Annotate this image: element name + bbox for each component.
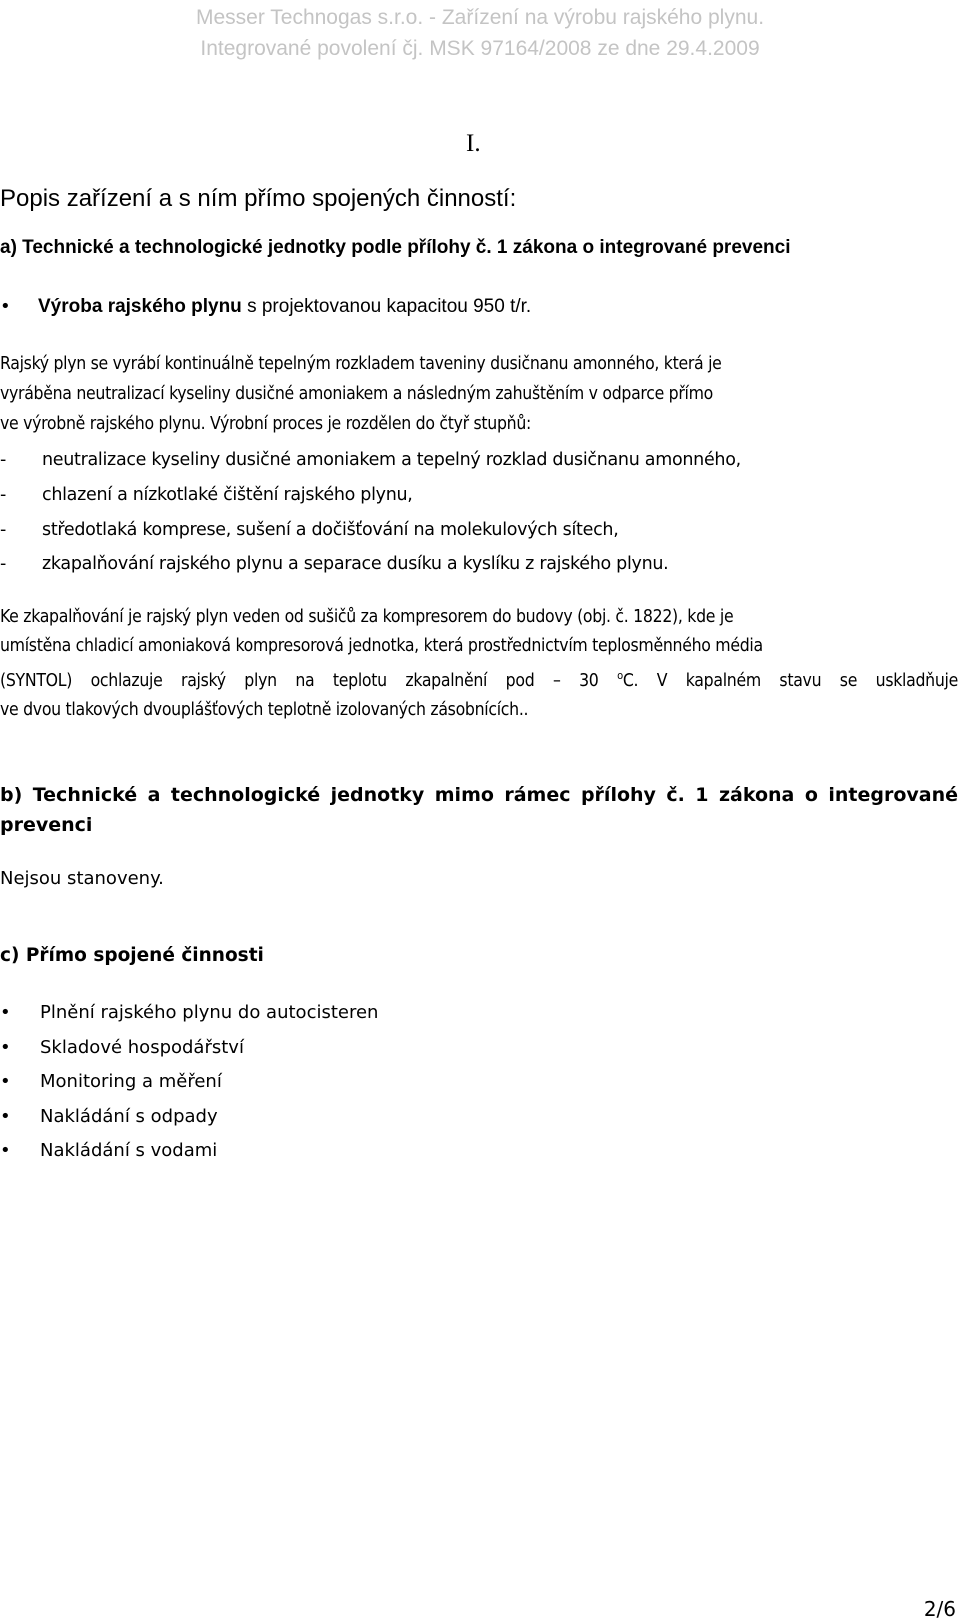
step-text: chlazení a nízkotlaké čištění rajského plynu, — [42, 485, 413, 505]
paragraph-process — [0, 349, 958, 439]
page-number: 2/6 — [923, 1597, 956, 1621]
bullet-icon: • — [0, 1106, 11, 1127]
bullet-icon: • — [0, 1071, 11, 1092]
paragraph-line: (SYNTOL) ochlazuje rajský plyn na teplotu zkapalnění pod – 30 $^o$C. V kapalném stavu se uskladňuje — [0, 669, 958, 691]
paragraph-liquefaction — [0, 603, 958, 725]
paragraph-line: Rajský plyn se vyrábí kontinuálně tepelným rozkladem taveniny dusičnanu amonného, která je — [0, 354, 722, 374]
step-text: zkapalňování rajského plynu a separace dusíku a kyslíku z rajského plynu. — [42, 554, 669, 574]
paragraph-line: Ke zkapalňování je rajský plyn veden od sušičů za kompresorem do budovy (obj. č. 1822), kde je — [0, 607, 734, 627]
paragraph-line: ve dvou tlakových dvouplášťových teplotně izolovaných zásobnících.. — [0, 699, 529, 720]
page-header — [0, 2, 960, 64]
bullet-icon: • — [0, 1002, 11, 1023]
header-line-2: Integrované povolení čj. MSK 97164/2008 ze dne 29.4.2009 — [200, 37, 760, 60]
section-c-heading: c) Přímo spojené činnosti — [0, 945, 264, 966]
bullet-bold-text: Výroba rajského plynu — [38, 296, 242, 317]
bullet-icon: • — [0, 1037, 11, 1058]
step-text: středotlaká komprese, sušení a dočišťování na molekulových sítech, — [42, 520, 619, 540]
paragraph-line: vyráběna neutralizací kyseliny dusičné amoniakem a následným zahuštěním v odparce přímo — [0, 384, 713, 404]
bullet-icon: • — [0, 1140, 11, 1161]
bullet-rest-text: s projektovanou kapacitou 950 t/r. — [241, 296, 532, 317]
section-a-heading: a) Technické a technologické jednotky podle přílohy č. 1 zákona o integrované prevenci — [0, 237, 791, 258]
step-text: neutralizace kyseliny dusičné amoniakem a tepelný rozklad dusičnanu amonného, — [42, 450, 741, 470]
page-title: Popis zařízení a s ním přímo spojených činností: — [0, 185, 517, 212]
paragraph-line: umístěna chladicí amoniaková kompresorová jednotka, která prostřednictvím teplosměnného média — [0, 636, 763, 656]
section-b-heading: b) Technické a technologické jednotky mimo rámec přílohy č. 1 zákona o integrované prevenci — [0, 784, 958, 836]
section-b-text: Nejsou stanoveny. — [0, 868, 164, 889]
paragraph-line: ve výrobně rajského plynu. Výrobní proces je rozdělen do čtyř stupňů: — [0, 414, 532, 434]
bullet-icon: • — [0, 296, 11, 317]
header-line-1: Messer Technogas s.r.o. - Zařízení na výrobu rajského plynu. — [195, 6, 765, 29]
section-number: I. — [466, 130, 481, 157]
